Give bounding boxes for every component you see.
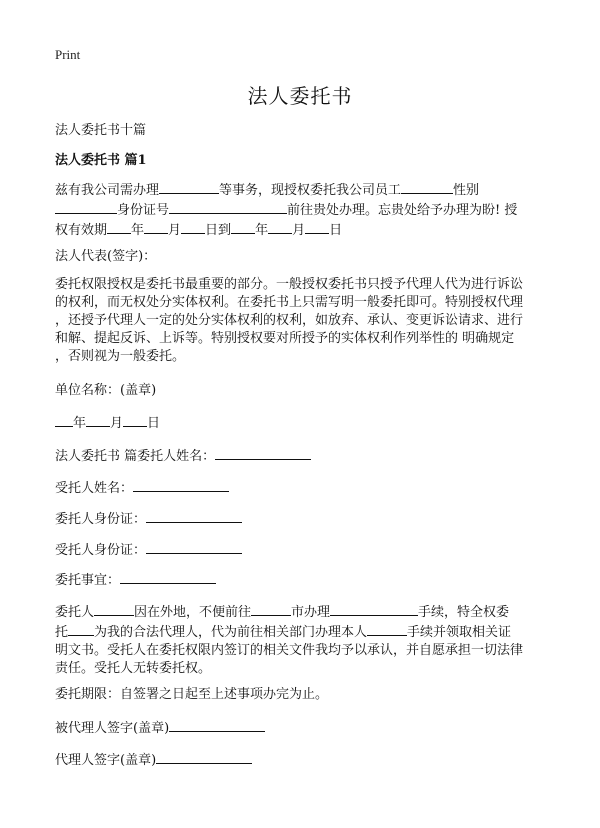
- text: 性别: [453, 183, 480, 198]
- blank-line: [169, 200, 287, 214]
- text: 年: [131, 223, 145, 238]
- subtitle: 法人委托书十篇: [55, 123, 147, 138]
- text: 身份证号: [117, 203, 170, 218]
- section-heading: 法人委托书 篇1: [55, 153, 147, 168]
- blank-line: [231, 220, 255, 234]
- text: 前往贵处办理。忘贵处给予办理为盼! 授: [287, 203, 518, 218]
- term-line: 委托期限：自签署之日起至上述事项办完为止。: [55, 687, 329, 702]
- principal-id-field: [55, 509, 550, 529]
- text-line: 委托权限授权是委托书最重要的部分。一般授权委托书只授予代理人代为进行诉讼: [55, 277, 524, 292]
- text: 日到: [205, 223, 232, 238]
- blank-line: [181, 220, 205, 234]
- text: 等事务，现授权委托我公司员工: [219, 183, 402, 198]
- blank-line: [305, 220, 329, 234]
- entrusted-matters-field: [55, 570, 550, 590]
- field-label: 代理人签字(盖章): [55, 753, 157, 768]
- text: 委托人: [55, 605, 95, 620]
- text-line: 的权利，而无权处分实体权利。在委托书上只需写明一般委托即可。特别授权代理: [55, 295, 524, 310]
- text: 手续，特全权委: [418, 605, 510, 620]
- blank-line: [55, 413, 73, 427]
- text: 因在外地，不便前往: [134, 605, 252, 620]
- blank-line: [94, 602, 134, 616]
- blank-line: [68, 622, 94, 636]
- blank-line: [330, 602, 418, 616]
- text-line: 和解、提起反诉、上诉等。特别授权要对所授予的实体权利作列举性的 明确规定: [55, 331, 515, 346]
- principal-name-field: [55, 446, 550, 466]
- text: 托: [55, 625, 69, 640]
- blank-line: [169, 718, 265, 732]
- blank-line: [159, 180, 219, 194]
- field-label: 委托事宜：: [55, 573, 121, 588]
- text: 日: [329, 223, 343, 238]
- blank-line: [251, 602, 291, 616]
- authorization-paragraph: [55, 180, 550, 240]
- text: 为我的合法代理人，代为前往相关部门办理本人: [94, 625, 368, 640]
- blank-line: [146, 540, 242, 554]
- principal-signature: [55, 718, 550, 738]
- blank-line: [268, 220, 292, 234]
- field-label: 被代理人签字(盖章): [55, 721, 170, 736]
- blank-line: [144, 220, 168, 234]
- text-line: 责任。受托人无转委托权。: [55, 661, 212, 676]
- print-link[interactable]: Print: [55, 47, 81, 62]
- field-label: 法人委托书 篇委托人姓名：: [55, 449, 216, 464]
- entrustment-paragraph: [55, 602, 550, 678]
- text: 月: [292, 223, 306, 238]
- text: 兹有我公司需办理: [55, 183, 160, 198]
- unit-name: 单位名称：(盖章): [55, 383, 157, 398]
- text: 市办理: [291, 605, 331, 620]
- legal-rep-signature: 法人代表(签字)：: [55, 249, 157, 264]
- blank-line: [367, 622, 407, 636]
- document-title: 法人委托书: [247, 84, 353, 108]
- agent-signature: [55, 750, 550, 770]
- trustee-id-field: [55, 540, 550, 560]
- blank-line: [86, 413, 110, 427]
- blank-line: [146, 509, 242, 523]
- text-line: 明文书。受托人在委托权限内签订的相关文件我均予以承认，并自愿承担一切法律: [55, 643, 524, 658]
- text-line: ，否则视为一般委托。: [55, 349, 186, 364]
- text: 权有效期: [55, 223, 108, 238]
- blank-line: [401, 180, 453, 194]
- text: 月: [110, 416, 124, 431]
- authority-scope-paragraph: [55, 276, 550, 366]
- text: 年: [255, 223, 269, 238]
- date-line: [55, 413, 550, 433]
- field-label: 委托人身份证：: [55, 512, 147, 527]
- blank-line: [123, 413, 147, 427]
- blank-line: [55, 200, 117, 214]
- blank-line: [133, 478, 229, 492]
- blank-line: [107, 220, 131, 234]
- field-label: 受托人身份证：: [55, 543, 147, 558]
- text: 日: [147, 416, 161, 431]
- blank-line: [156, 750, 252, 764]
- text-line: ，还授予代理人一定的处分实体权利的权利，如放弃、承认、变更诉讼请求、进行: [55, 313, 524, 328]
- blank-line: [120, 570, 216, 584]
- trustee-name-field: [55, 478, 550, 498]
- text: 月: [168, 223, 182, 238]
- field-label: 受托人姓名：: [55, 481, 134, 496]
- blank-line: [215, 446, 311, 460]
- text: 年: [73, 416, 87, 431]
- text: 手续并领取相关证: [407, 625, 512, 640]
